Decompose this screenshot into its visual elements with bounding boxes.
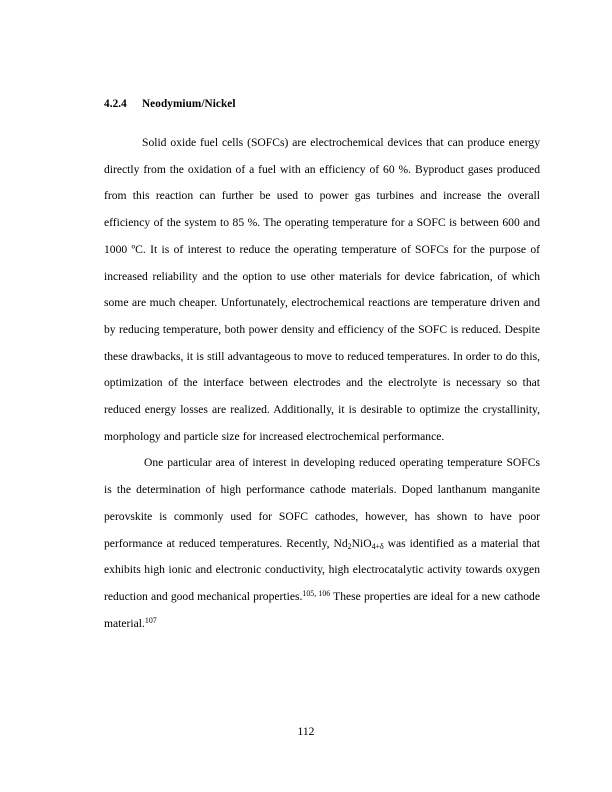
paragraph-1-text: Solid oxide fuel cells (SOFCs) are electrochemical devices that can produce energy directly from the oxidation of a fuel with an efficiency of 60 %. Byproduct gases produced from this reaction can further be used to power gas turbines and increase the overall efficiency of the system to 85 %. The operating temperature for a SOFC is between 600 and 1000 ºC. It is of interest to reduce the operating temperature of SOFCs for the purpose of increased reliability and the option to use other materials for device fabrication, of which some are much cheaper. Unfortunately, electrochemical reactions are temperature driven and by reducing temperature, both power density and efficiency of the SOFC is reduced. Despite these drawbacks, it is still advantageous to move to reduced temperatures. In order to do this, optimization of the interface between electrodes and the electrolyte is necessary so that reduced energy losses are realized. Additionally, it is desirable to optimize the crystallinity, morphology and particle size for increased electrochemical performance. [104, 136, 540, 443]
citation-reference-107: 107 [144, 615, 157, 625]
paragraph-2-text-part-1: One particular area of interest in developing reduced operating temperature SOFCs is the determination of high performance cathode materials. Doped lanthanum manganite perovskite is commonly used for SOFC cathodes, however, has shown to have poor performance at reduced temperatures. Recently, [104, 456, 540, 550]
paragraph-2 [104, 450, 540, 637]
citation-reference-105-106: 105, 106 [302, 589, 331, 599]
formula-subscript-4-delta: 4+δ [371, 541, 384, 551]
formula-element-nio: NiO [351, 536, 372, 550]
section-number: 4.2.4 [104, 98, 127, 110]
paragraph-1 [104, 130, 540, 450]
paragraph-2-text-part-2: was identified as a material that exhibits high ionic and electronic conductivity, high electrocatalytic activity towards oxygen reduction and good mechanical properties. [104, 536, 540, 603]
section-title: Neodymium/Nickel [142, 98, 236, 110]
formula-element-nd: Nd [333, 536, 348, 550]
page-content [104, 96, 540, 637]
page-number: 112 [297, 725, 315, 738]
section-heading [104, 96, 540, 112]
chemical-formula-nd2nio4 [334, 537, 384, 550]
formula-subscript-2: 2 [347, 541, 352, 551]
paragraph-2-text-part-3: These properties are ideal for a new cathode material. [104, 589, 540, 630]
